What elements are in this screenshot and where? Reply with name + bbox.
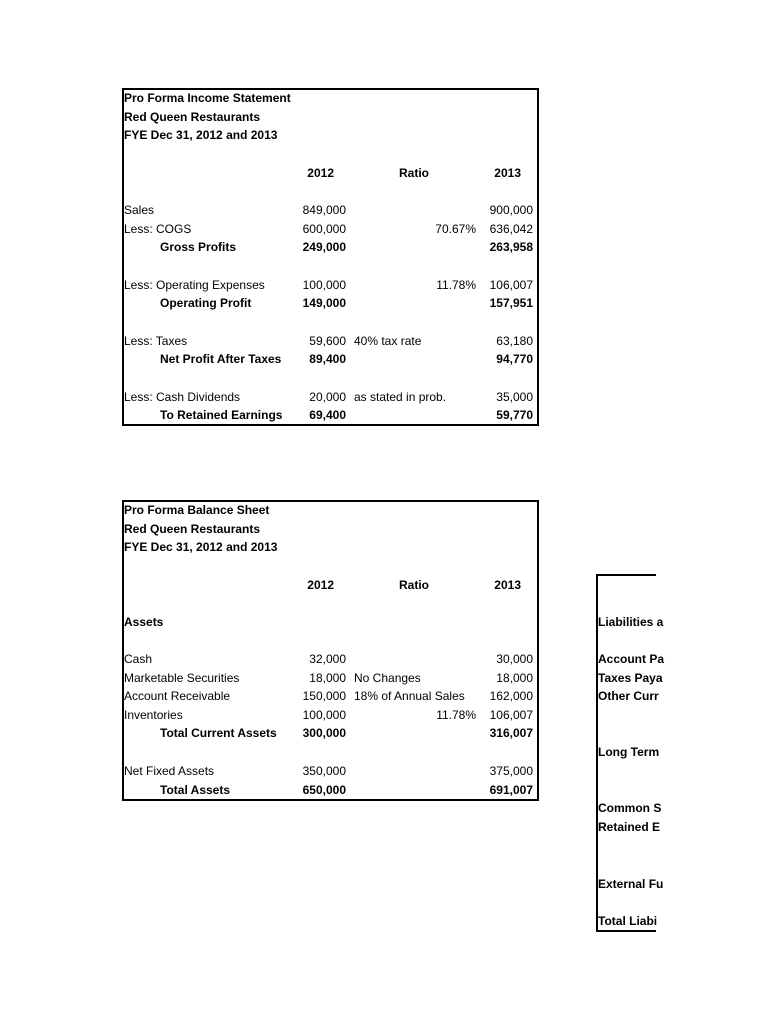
value-2013: 263,958 [489, 240, 533, 254]
ratio-value: 70.67% [435, 222, 476, 236]
value-2012: 32,000 [309, 652, 346, 666]
row-label: Total Current Assets [160, 726, 277, 740]
value-2013: 636,042 [489, 222, 533, 236]
income-company: Red Queen Restaurants [124, 110, 261, 124]
value-2013: 316,007 [489, 726, 533, 740]
row-label: Account Receivable [124, 689, 231, 703]
income-header-2013: 2013 [494, 166, 521, 180]
row-label: Gross Profits [160, 240, 237, 254]
value-2012: 300,000 [302, 726, 346, 740]
row-label: Net Profit After Taxes [160, 352, 282, 366]
liabilities-panel [596, 574, 665, 932]
value-2012: 20,000 [309, 390, 346, 404]
liabilities-item: Other Curr [598, 689, 659, 703]
balance-company: Red Queen Restaurants [124, 522, 261, 536]
row-label: Marketable Securities [124, 671, 240, 685]
value-2012: 350,000 [302, 764, 346, 778]
value-2012: 89,400 [309, 352, 346, 366]
liabilities-item: External Fu [598, 877, 664, 891]
liabilities-item: Retained E [598, 820, 661, 834]
ratio-value: No Changes [354, 671, 421, 685]
liabilities-header: Liabilities a [598, 615, 664, 629]
row-label: Less: Taxes [124, 334, 188, 348]
liabilities-item: Account Pa [598, 652, 665, 666]
income-title: Pro Forma Income Statement [124, 91, 291, 105]
liabilities-item: Long Term [598, 745, 660, 759]
assets-label: Assets [124, 615, 164, 629]
value-2012: 849,000 [302, 203, 346, 217]
value-2012: 59,600 [309, 334, 346, 348]
balance-header-2012: 2012 [307, 578, 334, 592]
value-2012: 18,000 [309, 671, 346, 685]
ratio-value: 11.78% [436, 278, 476, 292]
value-2013: 157,951 [489, 296, 533, 310]
ratio-value: 11.78% [436, 708, 476, 722]
value-2013: 30,000 [496, 652, 533, 666]
value-2012: 150,000 [302, 689, 346, 703]
value-2012: 650,000 [302, 783, 346, 797]
income-header-2012: 2012 [307, 166, 334, 180]
ratio-value: as stated in prob. [354, 390, 447, 404]
ratio-value: 18% of Annual Sales [354, 689, 465, 703]
row-label: To Retained Earnings [160, 408, 283, 422]
value-2013: 900,000 [489, 203, 533, 217]
value-2013: 162,000 [489, 689, 533, 703]
value-2012: 100,000 [302, 708, 346, 722]
liabilities-item: Taxes Paya [598, 671, 663, 685]
value-2012: 600,000 [302, 222, 346, 236]
row-label: Less: COGS [124, 222, 192, 236]
ratio-value: 40% tax rate [354, 334, 422, 348]
value-2012: 69,400 [309, 408, 346, 422]
value-2012: 100,000 [302, 278, 346, 292]
value-2013: 691,007 [489, 783, 533, 797]
row-label: Less: Cash Dividends [124, 390, 241, 404]
row-label: Cash [124, 652, 153, 666]
row-label: Sales [124, 203, 155, 217]
liabilities-item: Total Liabi [598, 914, 658, 928]
value-2013: 106,007 [489, 278, 533, 292]
balance-header-2013: 2013 [494, 578, 521, 592]
balance-period: FYE Dec 31, 2012 and 2013 [124, 540, 278, 554]
value-2013: 35,000 [496, 390, 533, 404]
row-label: Less: Operating Expenses [124, 278, 265, 292]
value-2013: 59,770 [496, 408, 533, 422]
value-2013: 375,000 [489, 764, 533, 778]
row-label: Total Assets [160, 783, 231, 797]
liabilities-item: Common S [598, 801, 662, 815]
balance-title: Pro Forma Balance Sheet [124, 503, 270, 517]
value-2013: 94,770 [496, 352, 533, 366]
value-2013: 63,180 [496, 334, 533, 348]
value-2012: 149,000 [302, 296, 346, 310]
row-label: Operating Profit [160, 296, 252, 310]
income-period: FYE Dec 31, 2012 and 2013 [124, 128, 278, 142]
row-label: Inventories [124, 708, 183, 722]
row-label: Net Fixed Assets [124, 764, 215, 778]
income-header-ratio: Ratio [399, 166, 429, 180]
value-2012: 249,000 [302, 240, 346, 254]
value-2013: 18,000 [496, 671, 533, 685]
value-2013: 106,007 [489, 708, 533, 722]
balance-header-ratio: Ratio [399, 578, 429, 592]
